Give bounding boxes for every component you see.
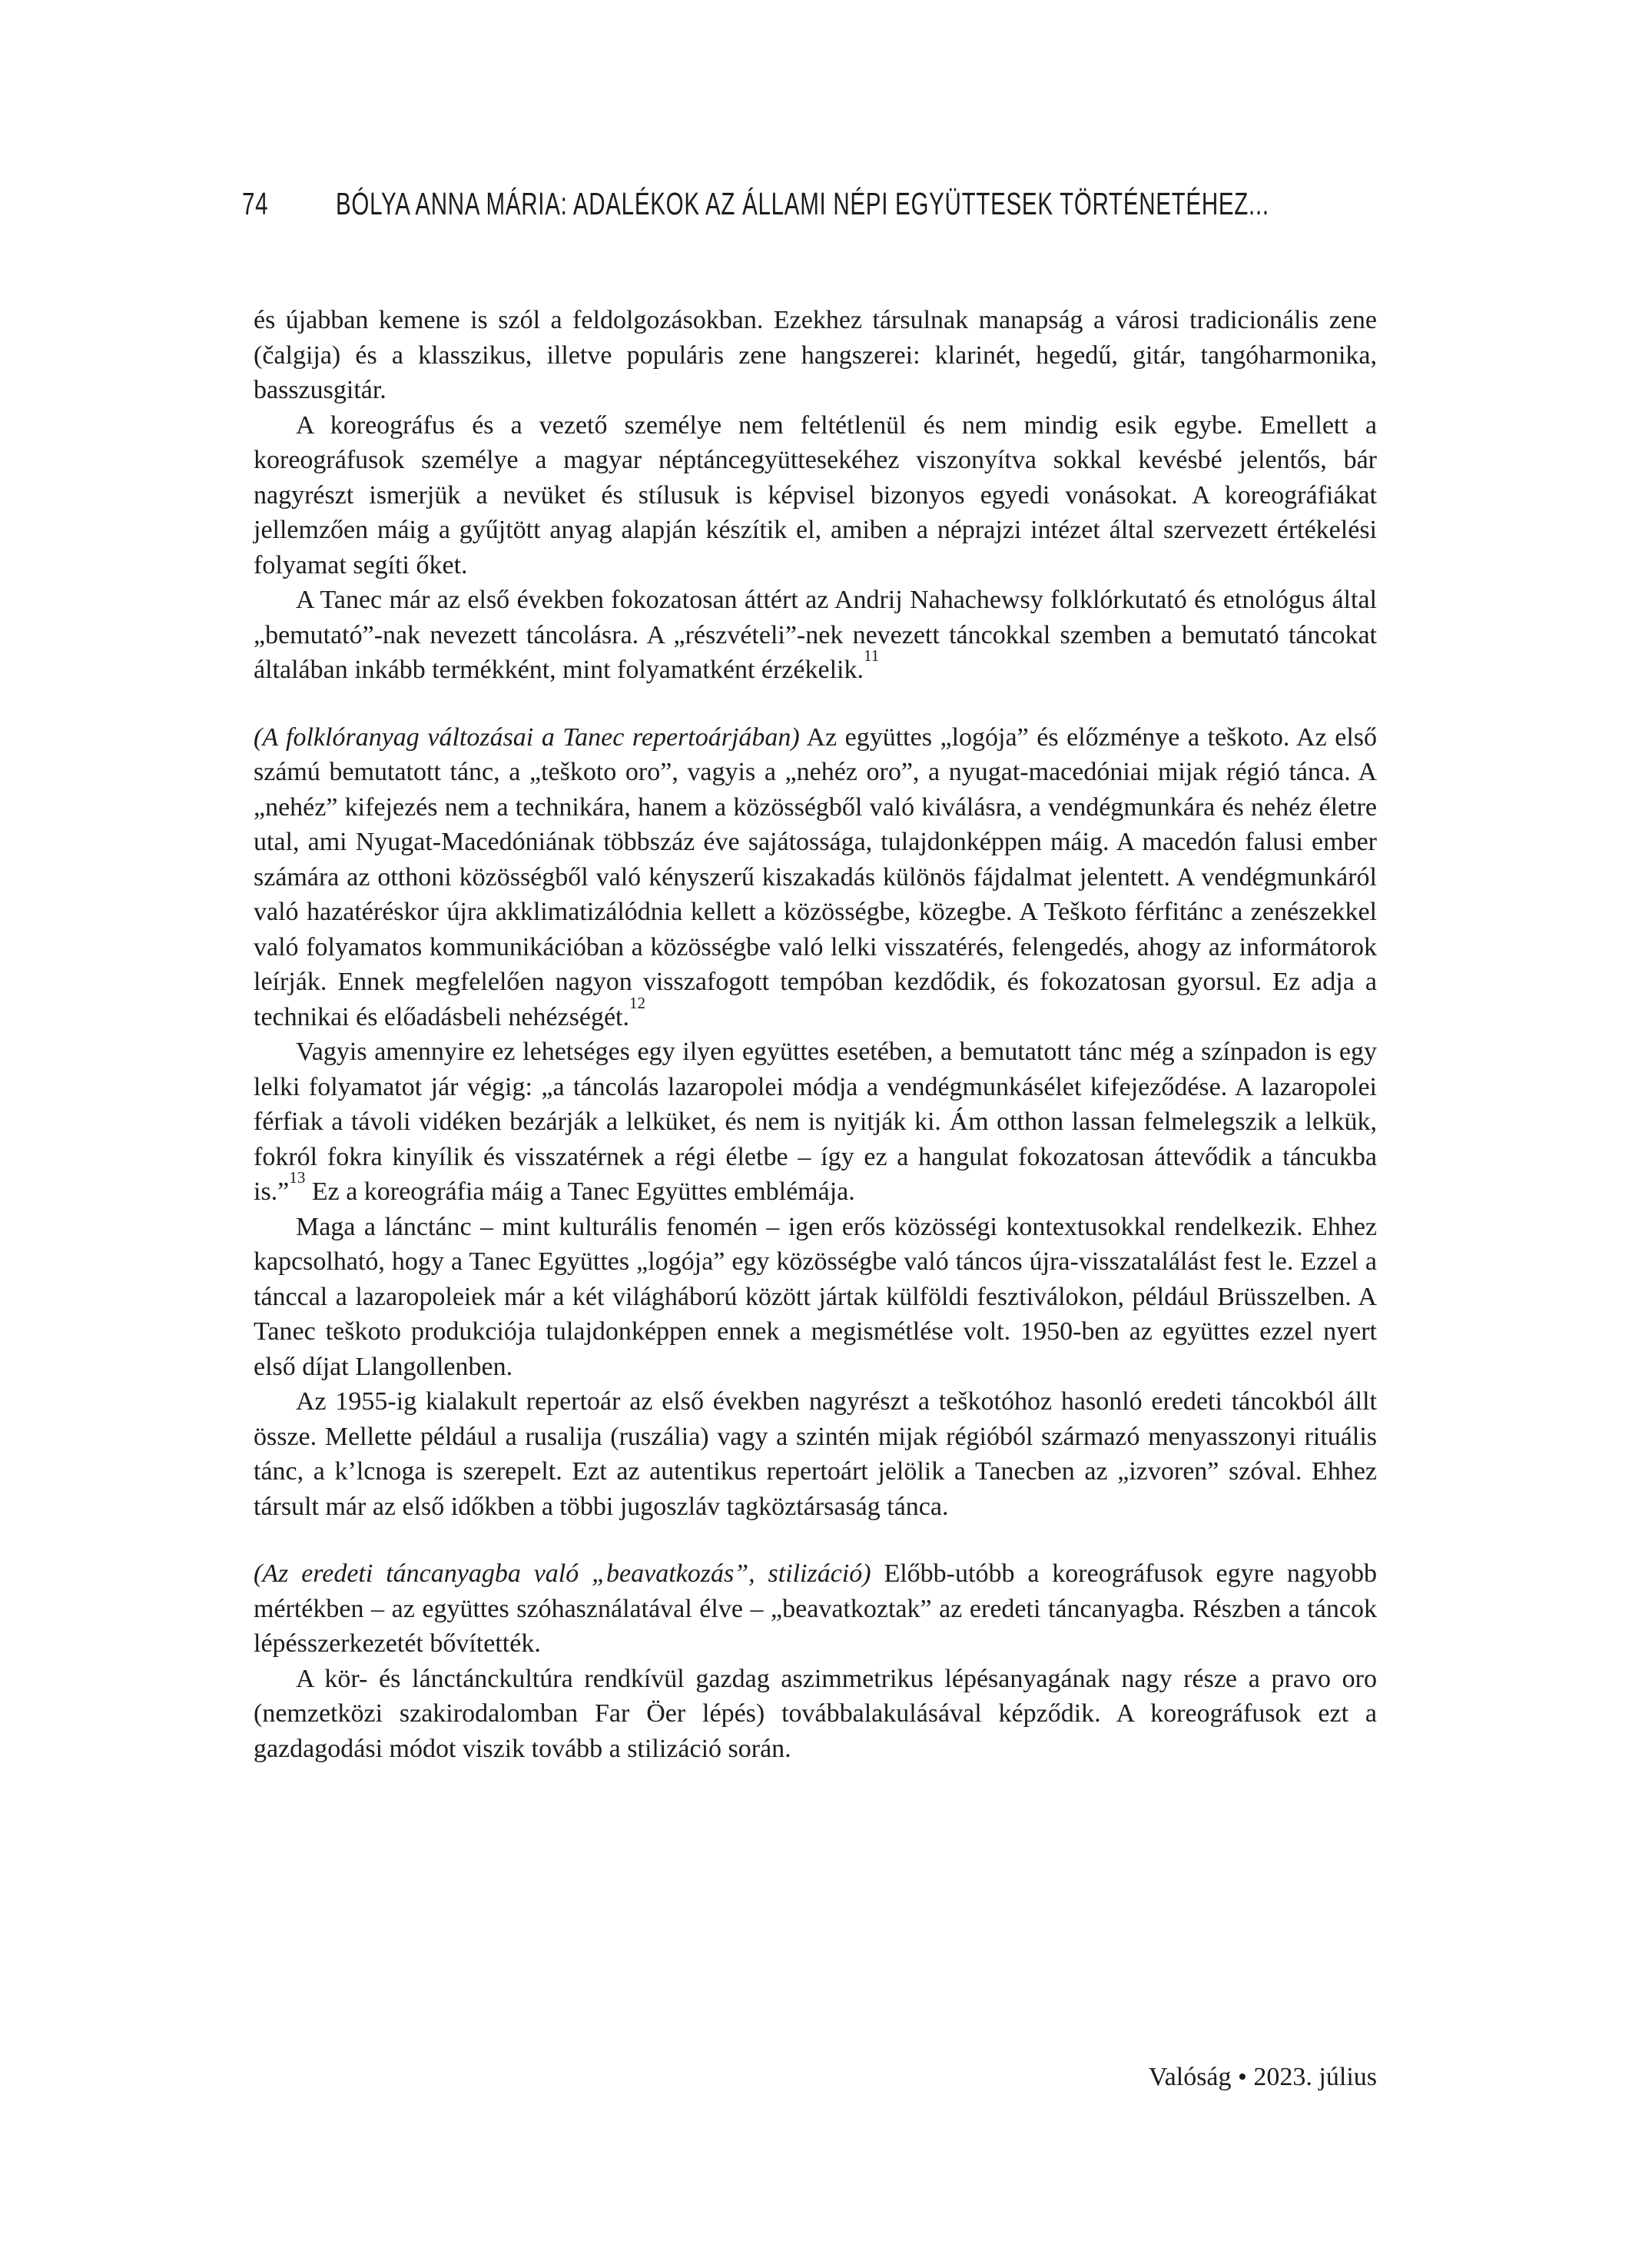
text-run: Ez a koreográfia máig a Tanec Együttes emblémája. — [305, 1177, 855, 1206]
paragraph — [254, 1034, 1377, 1210]
section-paragraph — [254, 720, 1377, 1035]
journal-footer: Valóság • 2023. július — [1148, 2063, 1377, 2091]
body-text — [254, 303, 1377, 1766]
footnote-marker: 12 — [629, 993, 646, 1012]
section-lead-italic: (A folklóranyag változásai a Tanec repertoárjában) — [254, 722, 800, 752]
section-lead-italic: (Az eredeti táncanyagba való „beavatkozás”, stilizáció) — [254, 1559, 871, 1588]
text-run: Az 1955-ig kialakult repertoár az első években nagyrészt a teškotóhoz hasonló eredeti táncokból állt össze. Mellette például a rusalija (ruszália) vagy a szintén mijak régióból származó menyasszonyi rituális tánc, a k’lcnoga is szerepelt. Ezt az autentikus repertoárt jelölik a Tanecben az „izvoren” szóval. Ehhez társult már az első időkben a többi jugoszláv tagköztársaság tánca. — [254, 1387, 1377, 1521]
page-number: 74 — [242, 186, 269, 221]
paragraph — [254, 1210, 1377, 1385]
section-paragraph — [254, 1556, 1377, 1662]
paragraph — [254, 1384, 1377, 1524]
text-run: Az együttes „logója” és előzménye a teškoto. Az első számú bemutatott tánc, a „teškoto oro”, vagyis a „nehéz oro”, a nyugat-macedóniai mijak régió tánca. A „nehéz” kifejezés nem a technikára, hanem a közösségből való kiválásra, a vendégmunkára és nehéz életre utal, ami Nyugat-Macedóniának többszáz éve sajátossága, tulajdonképpen máig. A macedón falusi ember számára az otthoni közösségből való kényszerű kiszakadás különös fájdalmat jelentett. A vendégmunkáról való hazatéréskor újra akklimatizálódnia kellett a közösségbe, közegbe. A Teškoto férfitánc a zenészekkel való folyamatos kommunikációban a közösségbe való lelki visszatérés, felengedés, ahogy az informátorok leírják. Ennek megfelelően nagyon visszafogott tempóban kezdődik, és fokozatosan gyorsul. Ez adja a technikai és előadásbeli nehézségét. — [254, 722, 1377, 1031]
paragraph — [254, 1662, 1377, 1767]
text-run: A koreográfus és a vezető személye nem feltétlenül és nem mindig esik egybe. Emellett a koreográfusok személye a magyar néptáncegyüttesekéhez viszonyítva sokkal kevésbé jelentős, bár nagyrészt ismerjük a nevüket és stílusuk is képvisel bizonyos egyedi vonásokat. A koreográfiákat jellemzően máig a gyűjtött anyag alapján készítik el, amiben a néprajzi intézet által szervezett értékelési folyamat segíti őket. — [254, 410, 1377, 579]
footnote-marker: 13 — [289, 1168, 306, 1187]
text-run: Előbb-utóbb a koreográfusok egyre nagyobb mértékben – az együttes szóhasználatával élve – „beavatkoztak” az eredeti táncanyagba. Részben a táncok lépésszerkezetét bővítették. — [254, 1559, 1377, 1658]
paragraph — [254, 583, 1377, 688]
running-title: BÓLYA ANNA MÁRIA: ADALÉKOK AZ ÁLLAMI NÉPI EGYÜTTESEK TÖRTÉNETÉHEZ... — [336, 186, 1269, 221]
text-run: A Tanec már az első években fokozatosan áttért az Andrij Nahachewsy folklórkutató és etnológus által „bemutató”-nak nevezett táncolásra. A „részvételi”-nek nevezett táncokkal szemben a bemutató táncokat általában inkább termékként, mint folyamatként érzékelik. — [254, 586, 1377, 684]
text-run: és újabban kemene is szól a feldolgozásokban. Ezekhez társulnak manapság a városi tradicionális zene (čalgija) és a klasszikus, illetve populáris zene hangszerei: klarinét, hegedű, gitár, tangóharmonika, basszusgitár. — [254, 306, 1377, 404]
text-run: Maga a lánctánc – mint kulturális fenomén – igen erős közösségi kontextusokkal rendelkezik. Ehhez kapcsolható, hogy a Tanec Együttes „logója” egy közösségbe való táncos újra-visszatalálást fest le. Ezzel a tánccal a lazaropoleiek már a két világháború között jártak külföldi fesztiválokon, például Brüsszelben. A Tanec teškoto produkciója tulajdonképpen ennek a megismétlése volt. 1950-ben az együttes ezzel nyert első díjat Llangollenben. — [254, 1212, 1377, 1381]
paragraph — [254, 303, 1377, 408]
text-run: Vagyis amennyire ez lehetséges egy ilyen együttes esetében, a bemutatott tánc még a színpadon is egy lelki folyamatot jár végig: „a táncolás lazaropolei módja a vendégmunkásélet kifejeződése. A lazaropolei férfiak a távoli vidéken bezárják a lelküket, és nem is nyitják ki. Ám otthon lassan felmelegszik a lelkük, fokról fokra kinyílik és visszatérnek a régi életbe – így ez a hangulat fokozatosan áttevődik a táncukba is.” — [254, 1038, 1377, 1206]
text-run: A kör- és lánctánckultúra rendkívül gazdag aszimmetrikus lépésanyagának nagy része a pravo oro (nemzetközi szakirodalomban Far Öer lépés) továbbalakulásával képződik. A koreográfusok ezt a gazdagodási módot viszik tovább a stilizáció során. — [254, 1664, 1377, 1763]
footnote-marker: 11 — [863, 646, 880, 666]
paragraph — [254, 408, 1377, 583]
